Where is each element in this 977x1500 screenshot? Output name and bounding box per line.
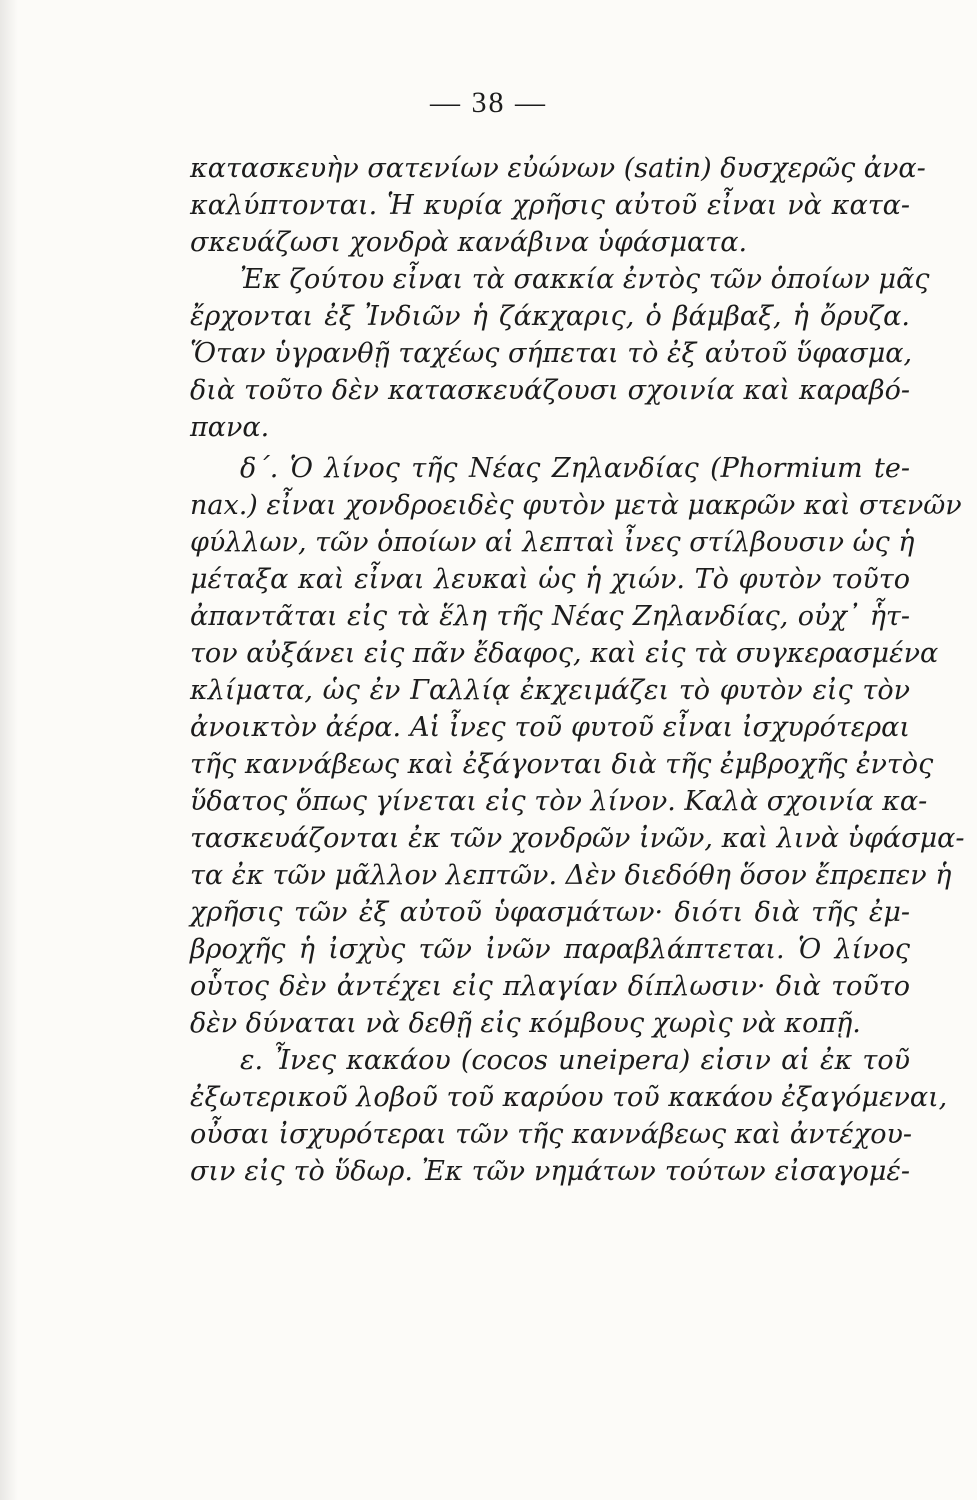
text-line: μέταξα καὶ εἶναι λευκαὶ ὡς ἡ χιών. Τὸ φυτὸν τοῦτο — [190, 564, 910, 595]
page-edge-shadow — [0, 0, 18, 1500]
text-line: δὲν δύναται νὰ δεθῇ εἰς κόμβους χωρὶς νὰ κοπῇ. — [190, 1008, 861, 1039]
text-line: ἐξωτερικοῦ λοβοῦ τοῦ καρύου τοῦ κακάου ἐξαγόμεναι, — [190, 1082, 948, 1113]
text-line: φύλλων, τῶν ὁποίων αἱ λεπταὶ ἶνες στίλβουσιν ὡς ἡ — [190, 527, 915, 558]
page-number: — 38 — — [430, 86, 547, 119]
text-line: καλύπτονται. Ἡ κυρία χρῆσις αὐτοῦ εἶναι νὰ κατα- — [190, 190, 910, 221]
body-text — [190, 150, 965, 1190]
text-line: βροχῆς ἡ ἰσχὺς τῶν ἰνῶν παραβλάπτεται. Ὁ λίνος — [190, 934, 910, 965]
text-line: χρῆσις τῶν ἐξ αὐτοῦ ὑφασμάτων· διότι διὰ τῆς ἐμ- — [190, 897, 910, 928]
text-line: ἔρχονται ἐξ Ἰνδιῶν ἡ ζάκχαρις, ὁ βάμβαξ, ἡ ὄρυζα. — [190, 301, 910, 332]
text-line: τα ἐκ τῶν μᾶλλον λεπτῶν. Δὲν διεδόθη ὅσον ἔπρεπεν ἡ — [190, 860, 952, 891]
text-line: nax.) εἶναι χονδροειδὲς φυτὸν μετὰ μακρῶν καὶ στενῶν — [190, 490, 962, 521]
text-line: Ὅταν ὑγρανθῇ ταχέως σήπεται τὸ ἐξ αὐτοῦ ὕφασμα, — [190, 338, 913, 369]
text-line: κατασκευὴν σατενίων εὐώνων (satin) δυσχερῶς ἀνα- — [190, 153, 926, 184]
text-line: δ΄. Ὁ λίνος τῆς Νέας Ζηλανδίας (Phormium te- — [240, 453, 910, 484]
text-line: διὰ τοῦτο δὲν κατασκευάζουσι σχοινία καὶ καραβό- — [190, 375, 910, 406]
text-line: πανα. — [190, 412, 270, 443]
text-line: οὖσαι ἰσχυρότεραι τῶν τῆς καννάβεως καὶ ἀντέχου- — [190, 1119, 913, 1150]
text-line: κλίματα, ὡς ἐν Γαλλίᾳ ἐκχειμάζει τὸ φυτὸν εἰς τὸν — [190, 675, 910, 706]
text-line: τον αὐξάνει εἰς πᾶν ἔδαφος, καὶ εἰς τὰ συγκερασμένα — [190, 638, 939, 669]
text-line: ὕδατος ὅπως γίνεται εἰς τὸν λίνον. Καλὰ σχοινία κα- — [190, 786, 928, 817]
text-line: ε. Ἶνες κακάου (cocos uneipera) εἰσιν αἱ ἐκ τοῦ — [240, 1045, 910, 1076]
text-line: ἀπαντᾶται εἰς τὰ ἕλη τῆς Νέας Ζηλανδίας, οὐχ᾽ ἧτ- — [190, 601, 910, 632]
text-line: σιν εἰς τὸ ὕδωρ. Ἐκ τῶν νημάτων τούτων εἰσαγομέ- — [190, 1156, 910, 1187]
text-line: σκευάζωσι χονδρὰ κανάβινα ὑφάσματα. — [190, 227, 748, 258]
text-line: οὗτος δὲν ἀντέχει εἰς πλαγίαν δίπλωσιν· διὰ τοῦτο — [190, 971, 910, 1002]
text-line: τῆς καννάβεως καὶ ἐξάγονται διὰ τῆς ἐμβροχῆς ἐντὸς — [190, 749, 934, 780]
text-line: ἀνοικτὸν ἀέρα. Αἱ ἶνες τοῦ φυτοῦ εἶναι ἰσχυρότεραι — [190, 712, 910, 743]
text-line: Ἐκ ζούτου εἶναι τὰ σακκία ἐντὸς τῶν ὁποίων μᾶς — [240, 264, 930, 295]
text-line: τασκευάζονται ἐκ τῶν χονδρῶν ἰνῶν, καὶ λινὰ ὑφάσμα- — [190, 823, 965, 854]
